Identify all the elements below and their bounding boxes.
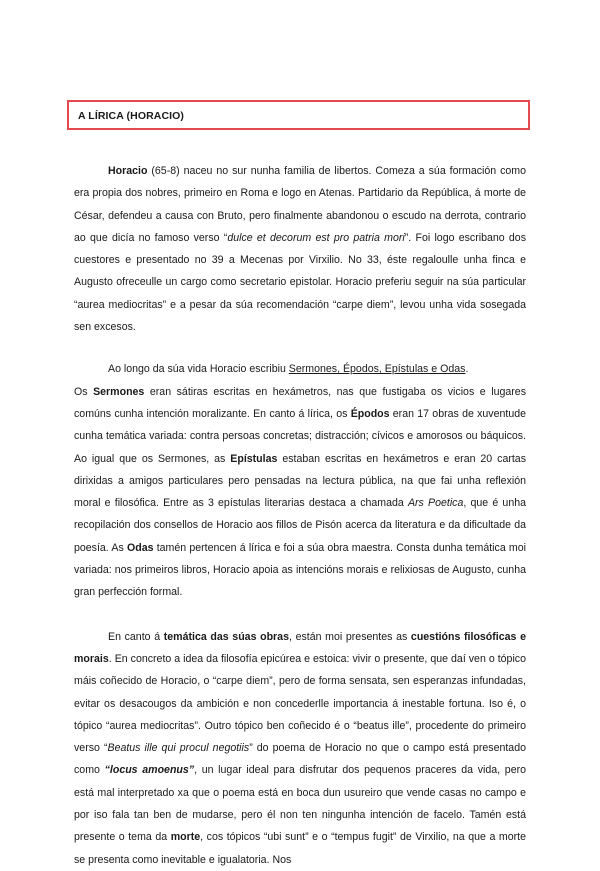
- document-body: [74, 160, 526, 871]
- works-list: Sermones, Épodos, Epístulas e Odas: [288, 363, 466, 376]
- paragraph-biography: Horacio (65-8) naceu no sur nunha familia de libertos. Comeza a súa formación como era propia dos nobres, primeiro en Roma e logo en Atenas. Partidario da República, á morte de César, defendeu a causa con Bruto, pero finalmente abandonou o escudo na derrota, contrario ao que dicía no famoso verso “dulce et decorum est pro patria mori”. Foi logo escribano dos cuestores e presentado no 39 a Mecenas por Virxilio. No 33, éste regaloulle unha finca e Augusto ofreceulle un cargo como secretario epistolar. Horacio preferiu seguir na súa particular “aurea mediocritas” e a pesar da súa recomendación “carpe diem”, levou unha vida sosegada sen excesos.: [74, 165, 526, 334]
- latin-quote: dulce et decorum est pro patria mori: [227, 231, 405, 244]
- page-title: A LÍRICA (HORACIO): [78, 110, 185, 122]
- paragraph-works: Os Sermones eran sátiras escritas en hexámetros, nas que fustigaba os vicios e lugares comúns cunha intención moralizante. En canto á lírica, os Épodos eran 17 obras de xuventude cunha temática variada: contra persoas concretas; distracción; cívicos e amorosos ou báquicos. Ao igual que os Sermones, as Epístulas estaban escritas en hexámetros e eran 20 cartas dirixidas a amigos particulares pero pensadas na lectura pública, na que fai unha reflexión moral e filosófica. Entre as 3 epístulas literarias destaca a chamada Ars Poetica, que é unha recopilación dos consellos de Horacio aos fillos de Pisón acerca da literatura e da dificultade da poesía. As Odas tamén pertencen á lírica e foi a súa obra maestra. Consta dunha temática moi variada: nos primeiros libros, Horacio apoia as intencións morais e relixiosas de Augusto, cunha gran perfección formal.: [74, 385, 527, 599]
- paragraph-works-intro: Ao longo da súa vida Horacio escribiu Sermones, Épodos, Epístulas e Odas.: [108, 363, 469, 376]
- author-name: Horacio: [108, 165, 148, 177]
- title-box: [67, 100, 530, 130]
- paragraph-themes: En canto á temática das súas obras, están moi presentes as cuestións filosóficas e morais. En concreto a idea da filosofía epicúrea e estoica: vivir o presente, que daí ven o tópico máis coñecido de Horacio, o “carpe diem”, pero de forma sensata, sen esperanzas infundadas, evitar os desacougos da ambición e non concederlle importancia á inestable fortuna. Iso é, o tópico “aurea mediocritas”. Outro tópico ben coñecido é o “beatus ille”, procedente do primeiro verso “Beatus ille qui procul negotiis” do poema de Horacio no que o campo está presentado como “locus amoenus”, un lugar ideal para disfrutar dos pequenos praceres da vida, pero está mal interpretado xa que o poema está en boca dun usureiro que vende casas no campo e por iso fala tan ben de mudarse, pero él non ten ningunha intención de facelo. Tamén está presente o tema da morte, cos tópicos “ubi sunt” e o “tempus fugit” de Virxilio, na que a morte se presenta como inevitable e igualatoria. Nos: [74, 630, 527, 866]
